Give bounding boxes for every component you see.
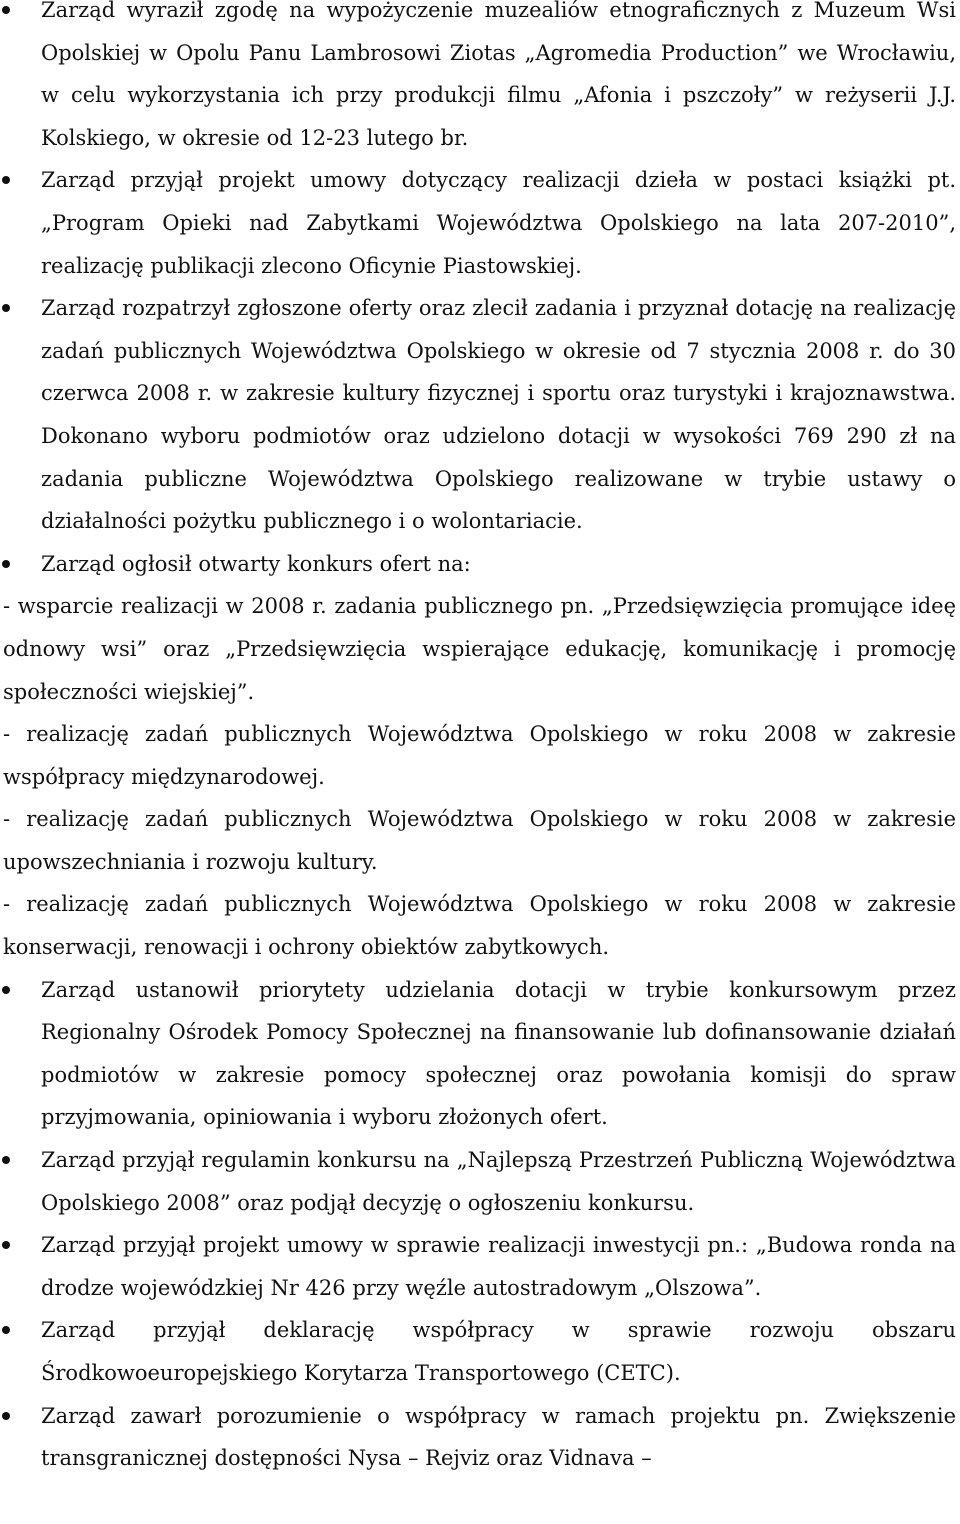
dash-item-text: - realizację zadań publicznych Województwa Opolskiego w roku 2008 w zakresie upowszechniania i rozwoju kultury. — [3, 807, 956, 874]
paragraph-roundabout — [0, 1224, 960, 1309]
bullet-icon — [2, 304, 10, 312]
dash-item-text: - realizację zadań publicznych Województwa Opolskiego w roku 2008 w zakresie konserwacji, renowacji i ochrony obiektów zabytkowych. — [3, 892, 956, 960]
paragraph-text: Zarząd ustanowił priorytety udzielania dotacji w trybie konkursowym przez Regionalny Ośrodek Pomocy Społecznej na finansowanie lub dofinansowanie działań podmiotów w zakresie pomocy społecznej oraz powołania komisji do spraw przyjmowania, opiniowania i wyboru złożonych ofert. — [41, 977, 956, 1130]
paragraph-text: Zarząd przyjął regulamin konkursu na „Najlepszą Przestrzeń Publiczną Województwa Opolskiego 2008” oraz podjął decyzję o ogłoszeniu konkursu. — [41, 1148, 956, 1215]
paragraph-cetc — [0, 1309, 960, 1394]
bullet-icon — [2, 1412, 10, 1420]
dash-item-monuments — [0, 883, 960, 968]
bullet-icon — [2, 6, 10, 14]
paragraph-text: Zarząd zawarł porozumienie o współpracy w ramach projektu pn. Zwiększenie transgranicznej dostępności Nysa – Rejviz oraz Vidnava – — [41, 1403, 956, 1471]
bullet-icon — [2, 1241, 10, 1249]
paragraph-priorities — [0, 969, 960, 1139]
paragraph-open-competition — [0, 543, 960, 586]
paragraph-public-space-contest — [0, 1139, 960, 1224]
paragraph-cross-border — [0, 1395, 960, 1480]
paragraph-book-contract — [0, 159, 960, 287]
paragraph-text: Zarząd przyjął projekt umowy dotyczący realizacji dzieła w postaci książki pt. „Program Opieki nad Zabytkami Województwa Opolskiego na lata 207-2010”, realizację publikacji zlecono Oficynie Piastowskiej. — [41, 168, 956, 278]
bullet-icon — [2, 1326, 10, 1334]
paragraph-museum-loan — [0, 0, 960, 159]
dash-item-text: - realizację zadań publicznych Województwa Opolskiego w roku 2008 w zakresie współpracy międzynarodowej. — [3, 722, 956, 789]
paragraph-text: Zarząd przyjął deklarację współpracy w sprawie rozwoju obszaru Środkowoeuropejskiego Korytarza Transportowego (CETC). — [41, 1318, 956, 1385]
dash-item-culture — [0, 798, 960, 883]
paragraph-grant-offers — [0, 287, 960, 543]
paragraph-text: Zarząd rozpatrzył zgłoszone oferty oraz zlecił zadania i przyznał dotację na realizację zadań publicznych Województwa Opolskiego w okresie od 7 stycznia 2008 r. do 30 czerwca 2008 r. w zakresie kultury fizycznej i sportu oraz turystyki i krajoznawstwa. Dokonano wyboru podmiotów oraz udzielono dotacji w wysokości 769 290 zł na zadania publiczne Województwa Opolskiego realizowane w trybie ustawy o działalności pożytku publicznego i o wolontariacie. — [41, 296, 956, 534]
paragraph-text: Zarząd ogłosił otwarty konkurs ofert na: — [41, 551, 471, 576]
bullet-icon — [2, 560, 10, 568]
dash-item-rural-renewal — [0, 585, 960, 713]
dash-item-text: - wsparcie realizacji w 2008 r. zadania publicznego pn. „Przedsięwzięcia promujące ideę odnowy wsi” oraz „Przedsięwzięcia wspierające edukację, komunikację i promocję społeczności wiejskiej”. — [3, 594, 956, 704]
dash-item-international-cooperation — [0, 713, 960, 798]
bullet-icon — [2, 1156, 10, 1164]
paragraph-text: Zarząd przyjął projekt umowy w sprawie realizacji inwestycji pn.: „Budowa ronda na drodze wojewódzkiej Nr 426 przy węźle autostradowym „Olszowa”. — [41, 1233, 956, 1300]
bullet-icon — [2, 986, 10, 994]
paragraph-text: Zarząd wyraził zgodę na wypożyczenie muzealiów etnograficznych z Muzeum Wsi Opolskiej w Opolu Panu Lambrosowi Ziotas „Agromedia Production” we Wrocławiu, w celu wykorzystania ich przy produkcji filmu „Afonia i pszczoły” w reżyserii J.J. Kolskiego, w okresie od 12-23 lutego br. — [41, 0, 956, 150]
bullet-icon — [2, 176, 10, 184]
